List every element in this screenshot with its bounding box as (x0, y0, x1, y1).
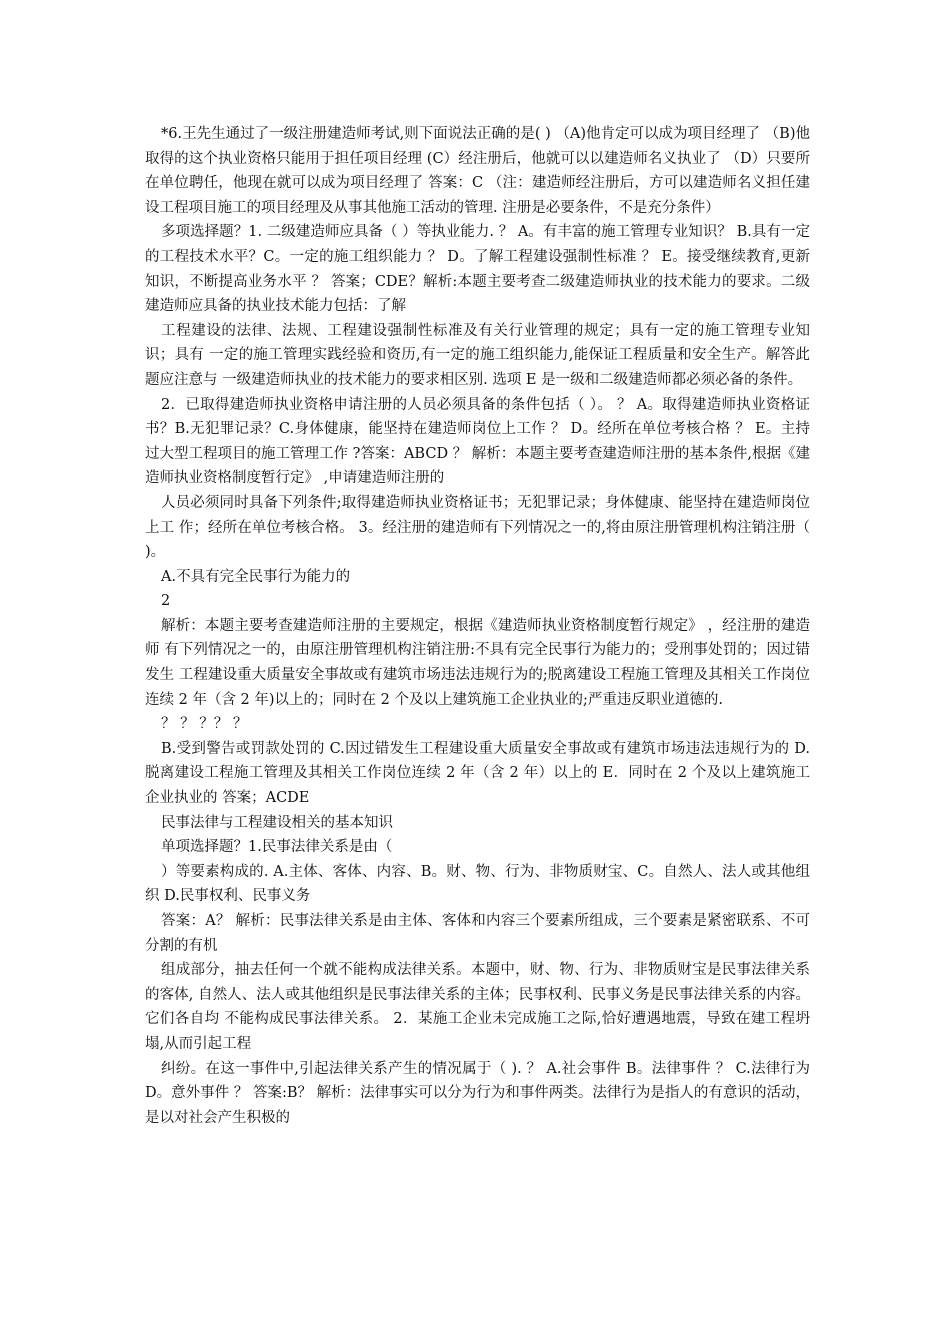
paragraph-answer-1: 答案：A？ 解析：民事法律关系是由主体、客体和内容三个要素所组成，三个要素是紧密联系、不可分割的有机 (145, 913, 810, 954)
document-body (145, 122, 810, 1130)
paragraph-single-choice-1: 单项选择题？1.民事法律关系是由（ (161, 839, 393, 856)
paragraph-analysis-1-cont: 工程建设的法律、法规、工程建设强制性标准及有关行业管理的规定；具有一定的施工管理专业知识；具有 一定的施工管理实践经验和资历,有一定的施工组织能力,能保证工程质量和安全生产。解答此题应注意与 一级建造师执业的技术能力的要求相区别. 选项 E 是一级和二级建造师都必须必备的条件。 (145, 322, 810, 388)
paragraph-question-marks: ？ ？ ？？ ？ (161, 716, 248, 733)
paragraph-multi-choice-2: 2．已取得建造师执业资格申请注册的人员必须具备的条件包括（ ）。 ？ A。取得建造师执业资格证书？B.无犯罪记录？C.身体健康，能坚持在建造师岗位上工作 ？ D。经所在单位考核合格 ？ E。主持过大型工程项目的施工管理工作 ?答案：ABCD ？ 解析：本题主要考查建造师注册的基本条件,根据《建造师执业资格制度暂行定》 ,申请建造师注册的 (145, 396, 810, 487)
paragraph-option-a: A.不具有完全民事行为能力的 (161, 568, 351, 585)
paragraph-question-6: *6.王先生通过了一级注册建造师考试,则下面说法正确的是( ) （A)他肯定可以成为项目经理了 （B)他取得的这个执业资格只能用于担任项目经理 (C）经注册后，他就可以以建造师名义执业了 （D）只要所在单位聘任，他现在就可以成为项目经理了 答案：C （注：建造师经注册后，方可以建造师名义担任建设工程项目施工的项目经理及从事其他施工活动的管理. 注册是必要条件，不是充分条件） (145, 126, 810, 216)
paragraph-analysis-3: 解析：本题主要考查建造师注册的主要规定，根据《建造师执业资格制度暂行规定》 ，经注册的建造师 有下列情况之一的，由原注册管理机构注销注册:不具有完全民事行为能力的；受刑事处罚的；因过错发生 工程建设重大质量安全事故或有建筑市场违法违规行为的;脱离建设工程施工管理及其相关工作岗位连续 2 年（含 2 年)以上的；同时在 2 个及以上建筑施工企业执业的;严重违反职业道德的. (145, 617, 810, 708)
paragraph-answer-1-cont: 组成部分，抽去任何一个就不能构成法律关系。本题中，财、物、行为、非物质财宝是民事法律关系的客体, 自然人、法人或其他组织是民事法律关系的主体；民事权利、民事义务是民事法律关系的内容。它们各自均 不能构成民事法律关系。 2．某施工企业未完成施工之际,恰好遭遇地震，导致在建工程坍塌,从而引起工程 (145, 962, 810, 1052)
paragraph-question-2-cont: 纠纷。在这一事件中,引起法律关系产生的情况属于（ ). ？ A.社会事件 B。法律事件 ？ C.法律行为 D。意外事件 ？ 答案:B？ 解析：法律事实可以分为行为和事件两类。法律行为是指人的有意识的活动，是以对社会产生积极的 (145, 1060, 810, 1126)
paragraph-page-number: 2 (161, 593, 171, 610)
paragraph-single-choice-1-options: ）等要素构成的. A.主体、客体、内容、B。财、物、行为、非物质财宝、C。自然人、法人或其他组织 D.民事权利、民事义务 (145, 863, 810, 905)
paragraph-multi-choice-1: 多项选择题？1. 二级建造师应具备（ ）等执业能力. ？ A。有丰富的施工管理专业知识？ B.具有一定的工程技术水平？C。一定的施工组织能力 ？ D。了解工程建设强制性标准 ？ E。接受继续教育,更新知识，不断提高业务水平 ？ 答案；CDE？解析:本题主要考查二级建造师执业的技术能力的要求。二级建造师应具备的执业技术能力包括：了解 (145, 224, 810, 315)
paragraph-analysis-2-cont: 人员必须同时具备下列条件;取得建造师执业资格证书；无犯罪记录；身体健康、能坚持在建造师岗位上工 作；经所在单位考核合格。 3。经注册的建造师有下列情况之一的,将由原注册管理机构注销注册（ )。 (145, 494, 810, 561)
section-heading: 民事法律与工程建设相关的基本知识 (161, 814, 393, 831)
paragraph-options-b-e: B.受到警告或罚款处罚的 C.因过错发生工程建设重大质量安全事故或有建筑市场违法违规行为的 D.脱离建设工程施工管理及其相关工作岗位连续 2 年（含 2 年）以上的 E．同时在 2 个及以上建筑施工企业执业的 答案；ACDE (145, 740, 810, 807)
